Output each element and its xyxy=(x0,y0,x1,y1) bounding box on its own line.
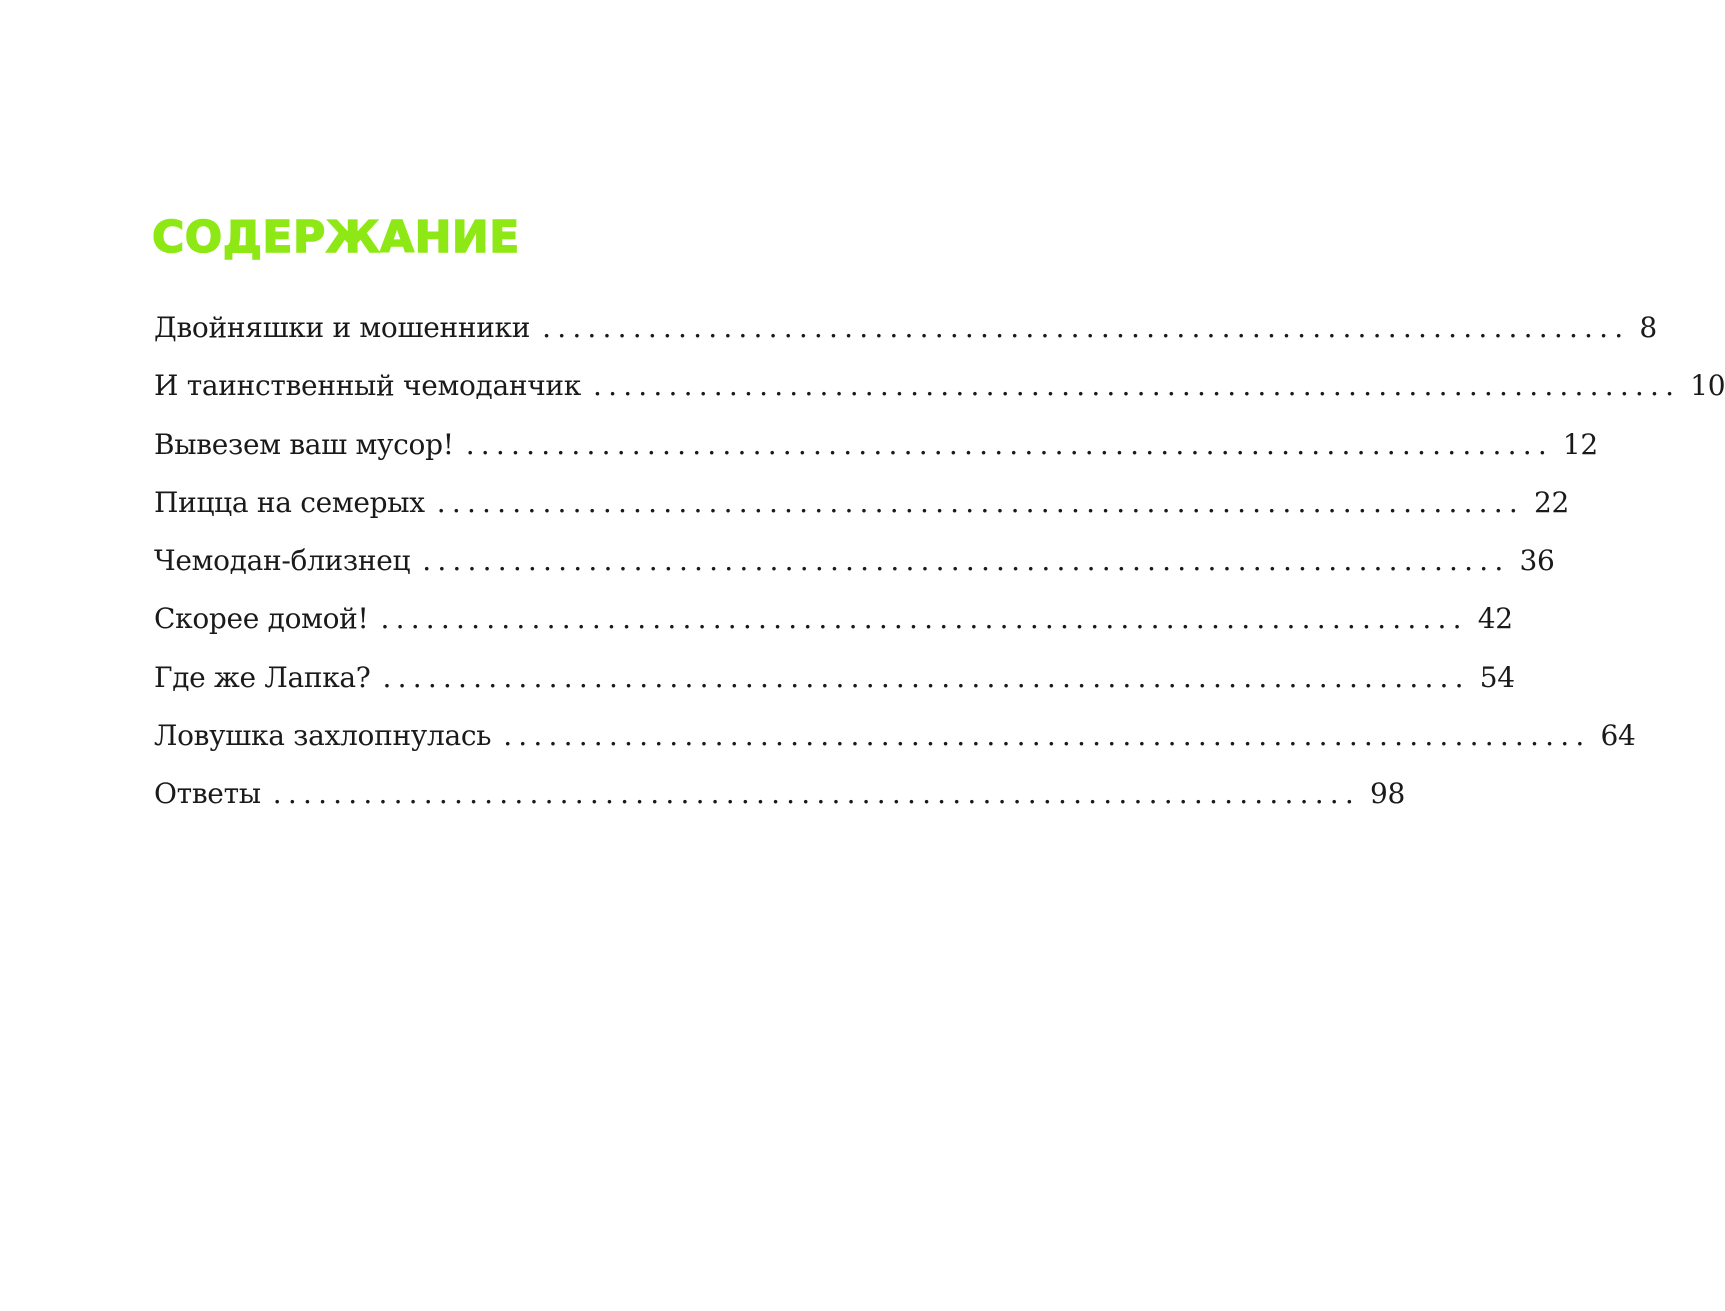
toc-entry-title: Вывезем ваш мусор! xyxy=(154,427,454,461)
toc-entry-page: 98 xyxy=(1370,777,1406,811)
dot-leader: ........................................................................ xyxy=(436,485,1524,519)
toc-entry-page: 36 xyxy=(1519,544,1555,578)
toc-entry xyxy=(154,652,1515,710)
toc-entry-title: Ответы xyxy=(154,777,261,811)
toc-entry-title: И таинственный чемоданчик xyxy=(154,369,581,403)
toc-entry xyxy=(154,710,1636,768)
toc-entry-page: 42 xyxy=(1477,602,1513,636)
toc-entry-title: Ловушка захлопнулась xyxy=(154,719,492,753)
toc-entry-title: Где же Лапка? xyxy=(154,660,371,694)
table-of-contents xyxy=(154,302,1725,827)
toc-entry-page: 64 xyxy=(1600,719,1636,753)
toc-entry-page: 8 xyxy=(1639,311,1657,344)
dot-leader: ........................................................................ xyxy=(465,427,1553,461)
toc-entry-title: Скорее домой! xyxy=(154,602,369,636)
page-title: СОДЕРЖАНИЕ xyxy=(152,212,520,263)
toc-entry xyxy=(154,302,1657,360)
toc-entry xyxy=(154,419,1598,477)
toc-entry xyxy=(154,360,1725,418)
toc-entry xyxy=(154,477,1570,535)
toc-entry-title: Чемодан-близнец xyxy=(154,544,411,578)
dot-leader: ........................................................................ xyxy=(503,719,1591,753)
dot-leader: ........................................................................ xyxy=(422,544,1510,578)
toc-entry xyxy=(154,768,1406,826)
toc-entry-page: 12 xyxy=(1562,427,1598,461)
toc-entry xyxy=(154,593,1513,651)
toc-entry xyxy=(154,535,1555,593)
toc-entry-page: 22 xyxy=(1533,485,1570,519)
dot-leader: ........................................................................ xyxy=(380,602,1468,636)
toc-entry-page: 10 xyxy=(1690,369,1725,403)
dot-leader: ........................................................................ xyxy=(593,369,1681,403)
dot-leader: ........................................................................ xyxy=(272,777,1360,811)
toc-entry-title: Пицца на семерых xyxy=(154,485,425,519)
dot-leader: ........................................................................ xyxy=(542,311,1630,344)
dot-leader: ........................................................................ xyxy=(382,660,1470,694)
toc-entry-title: Двойняшки и мошенники xyxy=(154,311,531,344)
toc-entry-page: 54 xyxy=(1479,660,1515,694)
